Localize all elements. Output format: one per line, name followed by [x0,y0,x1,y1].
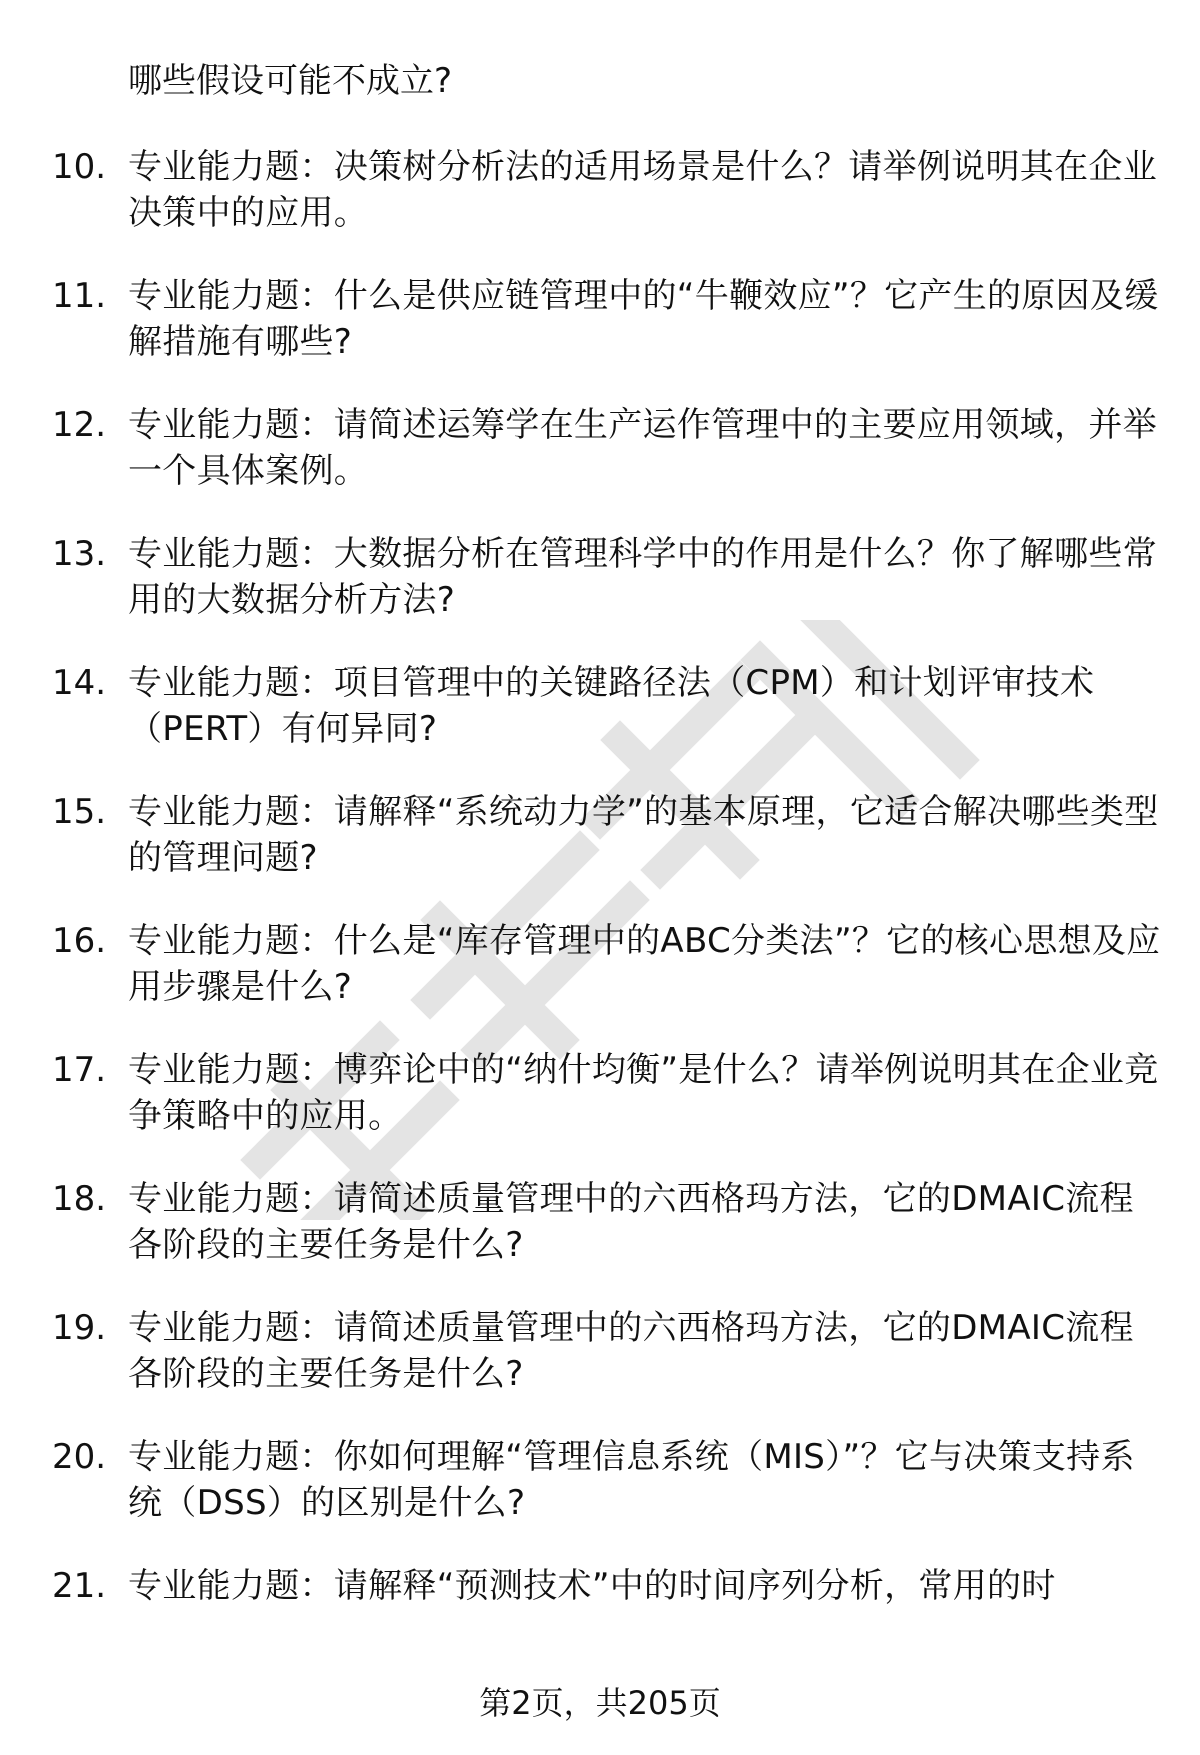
question-number: 19. [52,1308,107,1348]
question-text: 专业能力题：你如何理解“管理信息系统（MIS）”？它与决策支持系统（DSS）的区别是什么? [128,1437,1135,1523]
question-text: 专业能力题：请解释“预测技术”中的时间序列分析，常用的时 [128,1566,1056,1606]
page-footer: 第2页，共205页 [479,1684,721,1722]
question-item [52,918,1162,1010]
question-text: 专业能力题：请简述质量管理中的六西格玛方法，它的DMAIC流程各阶段的主要任务是什么? [128,1308,1134,1394]
question-number: 21. [52,1566,107,1606]
question-number: 18. [52,1179,107,1219]
question-number: 15. [52,792,107,832]
question-number: 14. [52,663,107,703]
question-text: 专业能力题：什么是“库存管理中的ABC分类法”？它的核心思想及应用步骤是什么? [128,921,1161,1007]
question-text: 专业能力题：项目管理中的关键路径法（CPM）和计划评审技术（PERT）有何异同? [128,663,1095,749]
question-number: 13. [52,534,107,574]
question-text: 专业能力题：大数据分析在管理科学中的作用是什么？你了解哪些常用的大数据分析方法? [128,534,1157,620]
question-text: 专业能力题：决策树分析法的适用场景是什么？请举例说明其在企业决策中的应用。 [128,147,1157,233]
question-item [52,144,1162,236]
question-text: 专业能力题：请简述运筹学在生产运作管理中的主要应用领域，并举一个具体案例。 [128,405,1157,491]
question-item [52,1047,1162,1139]
question-number: 11. [52,276,107,316]
question-text: 专业能力题：请简述质量管理中的六西格玛方法，它的DMAIC流程各阶段的主要任务是什么? [128,1179,1134,1265]
question-text: 专业能力题：什么是供应链管理中的“牛鞭效应”？它产生的原因及缓解措施有哪些? [128,276,1159,362]
question-item [52,1305,1162,1397]
question-item [52,273,1162,365]
question-item [52,1434,1162,1526]
question-item [52,1176,1162,1268]
question-item [52,1563,1162,1609]
question-number: 17. [52,1050,107,1090]
question-list [52,58,1162,1646]
question-item [52,660,1162,752]
question-number: 16. [52,921,107,961]
question-item [52,531,1162,623]
question-number: 20. [52,1437,107,1477]
continuation-line: 哪些假设可能不成立? [128,61,453,101]
question-text: 专业能力题：博弈论中的“纳什均衡”是什么？请举例说明其在企业竞争策略中的应用。 [128,1050,1159,1136]
question-item [52,402,1162,494]
question-item [52,789,1162,881]
question-number: 10. [52,147,107,187]
question-text: 专业能力题：请解释“系统动力学”的基本原理，它适合解决哪些类型的管理问题? [128,792,1159,878]
question-number: 12. [52,405,107,445]
